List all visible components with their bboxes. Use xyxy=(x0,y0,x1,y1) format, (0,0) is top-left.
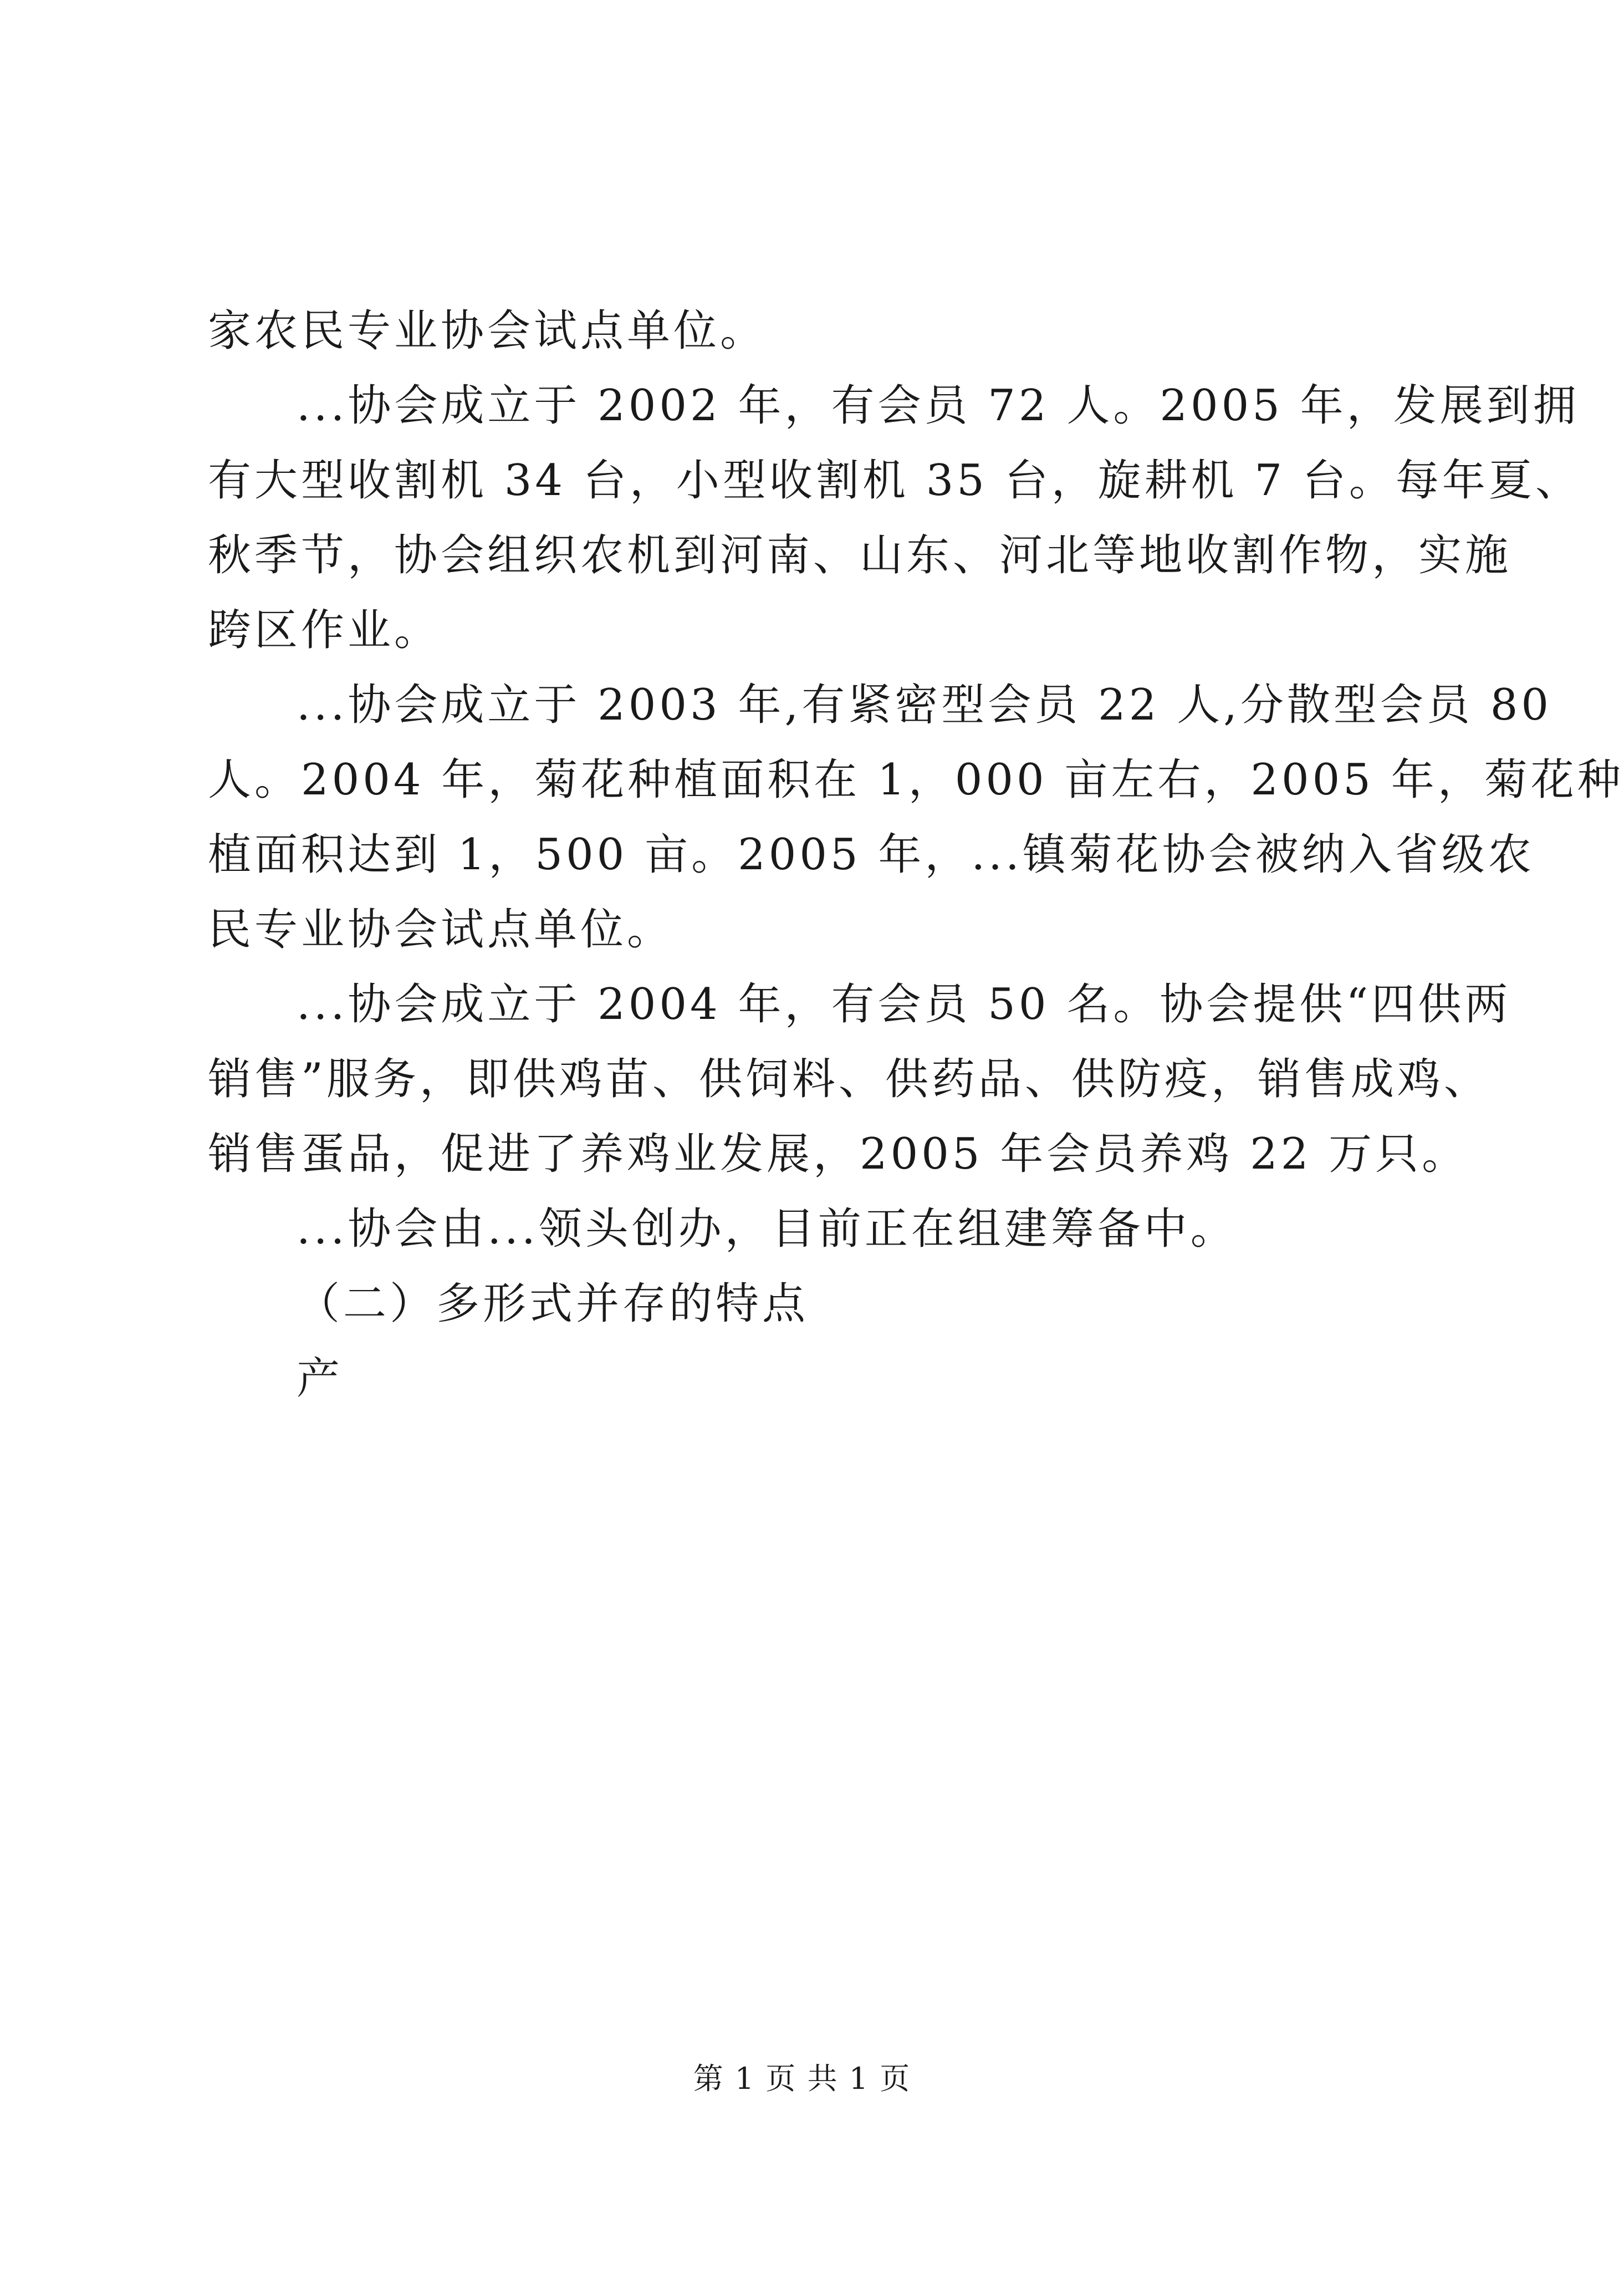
text-line: 人。2004 年，菊花种植面积在 1，000 亩左右，2005 年，菊花种 xyxy=(208,755,1624,805)
text-line: ...协会成立于 2004 年，有会员 50 名。协会提供“四供两 xyxy=(297,980,1511,1029)
text-line: 销售”服务，即供鸡苗、供饲料、供药品、供防疫，销售成鸡、 xyxy=(208,1054,1490,1104)
text-line: 跨区作业。 xyxy=(208,605,441,655)
document-body xyxy=(208,294,1624,1416)
text-line: 秋季节，协会组织农机到河南、山东、河北等地收割作物，实施 xyxy=(208,531,1512,580)
text-line: ...协会由...领头创办，目前正在组建筹备中。 xyxy=(297,1204,1237,1254)
text-line: 植面积达到 1，500 亩。2005 年，...镇菊花协会被纳入省级农 xyxy=(208,830,1535,880)
text-line: 有大型收割机 34 台，小型收割机 35 台，旋耕机 7 台。每年夏、 xyxy=(208,456,1582,506)
text-line: ...协会成立于 2003 年,有紧密型会员 22 人,分散型会员 80 xyxy=(297,680,1552,730)
section-heading: （二）多形式并存的特点 xyxy=(297,1279,809,1329)
page-footer: 第 1 页 共 1 页 xyxy=(693,2061,911,2096)
text-line: 销售蛋品，促进了养鸡业发展，2005 年会员养鸡 22 万只。 xyxy=(208,1129,1469,1179)
text-line: ...协会成立于 2002 年，有会员 72 人。2005 年，发展到拥 xyxy=(297,381,1580,431)
text-line: 产 xyxy=(297,1354,344,1404)
text-line: 民专业协会试点单位。 xyxy=(208,905,674,955)
text-line: 家农民专业协会试点单位。 xyxy=(208,306,767,356)
